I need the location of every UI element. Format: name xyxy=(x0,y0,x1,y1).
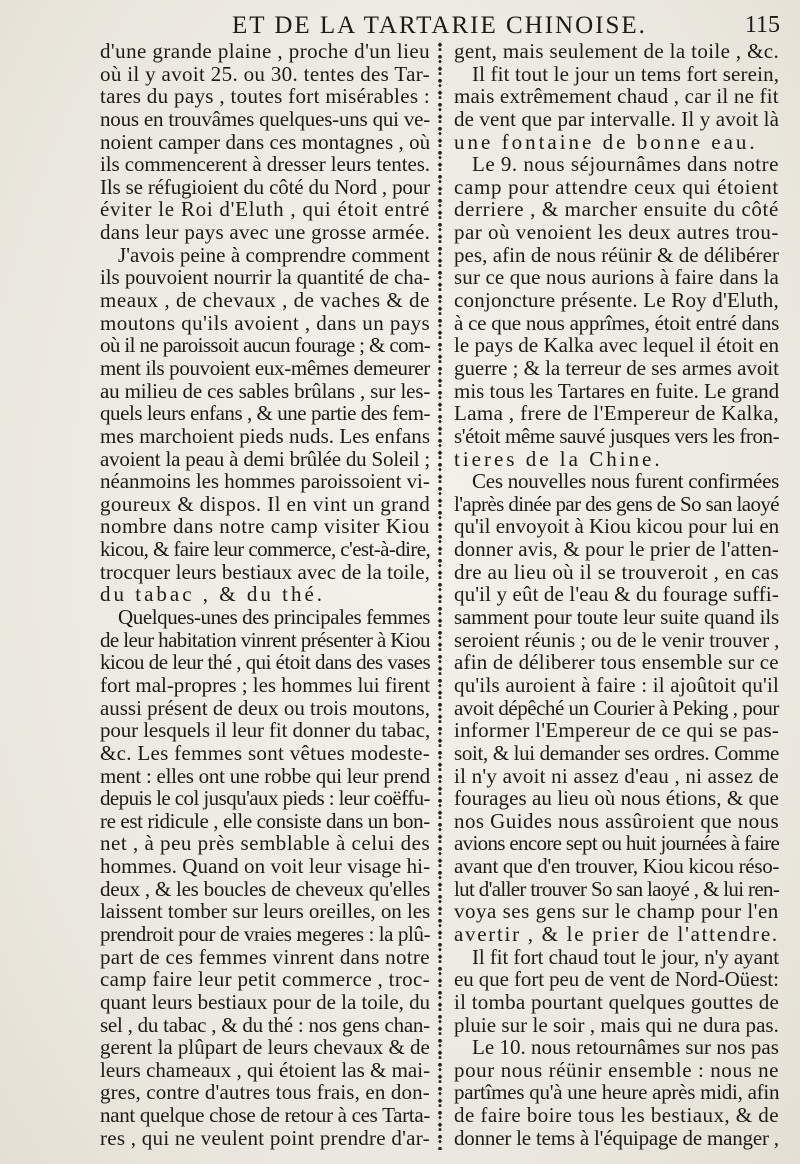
text-line: meaux , de chevaux , de vaches & de xyxy=(100,288,430,313)
text-line: kicou de leur thé , qui étoit dans des vases xyxy=(100,650,431,675)
text-line: laissent tomber sur leurs oreilles, on les xyxy=(100,899,431,924)
text-line: où il ne paroissoit aucun fourage ; & com- xyxy=(100,333,431,358)
text-line: derriere , & marcher ensuite du côté xyxy=(454,197,779,222)
text-line: Il fit tout le jour un tems fort serein, xyxy=(472,61,780,86)
text-line: camp faire leur petit commerce , troc- xyxy=(100,967,430,992)
text-line: conjoncture présente. Le Roy d'Eluth, xyxy=(454,288,779,313)
text-line: du tabac , & du thé. xyxy=(100,582,326,607)
text-line: de leur habitation vinrent présenter à Kiou xyxy=(100,627,430,652)
text-line: qu'il envoyoit à Kiou kicou pour lui en xyxy=(454,514,780,539)
right-text-column xyxy=(454,40,779,1149)
text-line: guerre ; & la terreur de ses armes avoit xyxy=(454,355,779,380)
text-line: prendroit pour de vraies megeres : la plû- xyxy=(100,921,431,946)
text-line: où il y avoit 25. ou 30. tentes des Tar- xyxy=(100,61,430,86)
text-line: lut d'aller trouver So san laoyé , & lui ren- xyxy=(454,876,780,901)
text-line: le pays de Kalka avec lequel il étoit en xyxy=(454,333,779,358)
text-line: avoient la peau à demi brûlée du Soleil ; xyxy=(100,446,431,471)
paragraph xyxy=(100,40,430,244)
text-line: res , qui ne veulent point prendre d'ar- xyxy=(100,1125,430,1150)
text-line: mais extrêmement chaud , car il ne fit xyxy=(454,84,779,109)
text-line: avoit dépêché un Courier à Peking , pour xyxy=(454,695,779,720)
paragraph xyxy=(454,946,779,1037)
text-line: à ce que nous apprîmes, étoit entré dans xyxy=(454,310,780,335)
paragraph xyxy=(454,153,779,470)
text-line: nombre dans notre camp visiter Kiou xyxy=(100,514,430,539)
text-line: mis tous les Tartares en fuite. Le grand xyxy=(454,378,780,403)
paragraph xyxy=(454,63,779,154)
text-line: trocquer leurs bestiaux avec de la toile, xyxy=(100,559,430,584)
paragraph xyxy=(454,40,779,63)
text-line: donner avis, & pour le prier de l'atten- xyxy=(454,537,780,562)
text-line: qu'ils auroient à faire : il ajoûtoit qu'il xyxy=(454,672,780,697)
page-number: 115 xyxy=(744,12,780,38)
paragraph xyxy=(100,244,430,606)
text-line: dans leur pays avec une grosse armée. xyxy=(100,220,431,245)
page-header xyxy=(0,4,800,40)
text-line: de vent que par intervalle. Il y avoit là xyxy=(454,106,780,131)
text-line: au milieu de ces sables brûlans , sur les- xyxy=(100,378,431,403)
text-line: dre au lieu où il se trouveroit , en cas xyxy=(454,559,780,584)
text-line: net , à peu près semblable à celui des xyxy=(100,831,431,856)
text-line: pour lesquels il leur fit donner du tabac, xyxy=(100,718,431,743)
text-line: de faire boire tous les bestiaux, & de xyxy=(454,1103,780,1128)
text-line: samment pour toute leur suite quand ils xyxy=(454,605,780,630)
text-line: ment : elles ont une robbe qui leur prend xyxy=(100,763,430,788)
text-line: avant que d'en trouver, Kiou kicou réso- xyxy=(454,854,780,879)
text-line: quels leurs enfans , & une partie des fem- xyxy=(100,401,430,426)
text-line: Le 9. nous séjournâmes dans notre xyxy=(472,152,779,177)
text-line: nos Guides nous assûroient que nous xyxy=(454,808,780,833)
paragraph xyxy=(100,606,430,1149)
text-line: il tomba pourtant quelques gouttes de xyxy=(454,989,780,1014)
text-line: il n'y avoit ni assez d'eau , ni assez de xyxy=(454,763,779,788)
paragraph xyxy=(454,1036,779,1149)
text-line: informer l'Empereur de ce qui se pas- xyxy=(454,718,780,743)
text-line: Quelques-unes des principales femmes xyxy=(118,605,431,630)
text-line: Ces nouvelles nous furent confirmées xyxy=(472,469,780,494)
text-line: ils pouvoient nourrir la quantité de cha- xyxy=(100,265,430,290)
text-line: nant quelque chose de retour à ces Tarta- xyxy=(100,1103,431,1128)
text-line: J'avois peine à comprendre comment xyxy=(118,242,430,267)
text-line: ment ils pouvoient eux-mêmes demeurer xyxy=(100,355,430,380)
text-line: quant leurs bestiaux pour de la toile, du xyxy=(100,989,431,1014)
text-line: part de ces femmes vinrent dans notre xyxy=(100,944,430,969)
text-line: sel , du tabac , & du thé : nos gens chan- xyxy=(100,1012,430,1037)
text-line: fourages au lieu où nous étions, & que xyxy=(454,786,780,811)
text-line: goureux & dispos. Il en vint un grand xyxy=(100,491,431,516)
text-line: noient camper dans ces montagnes , où xyxy=(100,129,431,154)
text-line: depuis le col jusqu'aux pieds : leur coëffu- xyxy=(100,786,430,811)
text-line: pour nous réünir ensemble : nous ne xyxy=(454,1057,780,1082)
text-line: &c. Les femmes sont vêtues modeste- xyxy=(100,740,431,765)
text-line: eu que fort peu de vent de Nord-Oüest: xyxy=(454,967,779,992)
text-line: qu'il y eût de l'eau & du fourage suffi- xyxy=(454,582,779,607)
text-line: éviter le Roi d'Eluth , qui étoit entré xyxy=(100,197,431,222)
text-line: s'étoit même sauvé jusques vers les fron- xyxy=(454,423,780,448)
text-line: mes marchoient pieds nuds. Les enfans xyxy=(100,423,431,448)
text-line: aussi présent de deux ou trois moutons, xyxy=(100,695,430,720)
text-line: par où venoient les deux autres trou- xyxy=(454,220,779,245)
text-line: seroient réunis ; ou de le venir trouver , xyxy=(454,627,780,652)
text-line: tieres de la Chine. xyxy=(454,446,663,471)
column-divider-ornament xyxy=(433,40,447,1150)
text-line: avertir , & le prier de l'attendre. xyxy=(454,921,779,946)
text-line: voya ses gens sur le champ pour l'en xyxy=(454,899,779,924)
text-line: gres, contre d'autres tous frais, en don- xyxy=(100,1080,430,1105)
text-line: Il fit fort chaud tout le jour, n'y ayant xyxy=(472,944,779,969)
text-line: pluie sur le soir , mais qui ne dura pas. xyxy=(454,1012,779,1037)
text-line: afin de déliberer tous ensemble sur ce xyxy=(454,650,779,675)
text-line: kicou, & faire leur commerce, c'est-à-dire, xyxy=(100,537,431,562)
text-line: fort mal-propres ; les hommes lui firent xyxy=(100,672,431,697)
text-line: l'après dinée par des gens de So san laoyé xyxy=(454,491,779,516)
running-title: ET DE LA TARTARIE CHINOISE. xyxy=(232,12,647,39)
text-line: hommes. Quand on voit leur visage hi- xyxy=(100,854,431,879)
text-line: avions encore sept ou huit journées à faire xyxy=(454,831,780,856)
text-line: sur ce que nous aurions à faire dans la xyxy=(454,265,780,290)
text-line: nous en trouvâmes quelques-uns qui ve- xyxy=(100,106,431,131)
text-line: Le 10. nous retournâmes sur nos pas xyxy=(472,1035,779,1060)
text-line: ils commencerent à dresser leurs tentes. xyxy=(100,152,430,177)
text-line: Lama , frere de l'Empereur de Kalka, xyxy=(454,401,779,426)
text-line: une fontaine de bonne eau. xyxy=(454,129,758,154)
text-line: re est ridicule , elle consiste dans un bon- xyxy=(100,808,430,833)
paragraph xyxy=(454,470,779,945)
text-line: donner le tems à l'équipage de manger , xyxy=(454,1125,779,1150)
text-line: néanmoins les hommes paroissoient vi- xyxy=(100,469,430,494)
text-line: moutons qu'ils avoient , dans un pays xyxy=(100,310,431,335)
text-line: soit, & lui demander ses ordres. Comme xyxy=(454,740,779,765)
text-line: Ils se réfugioient du côté du Nord , pour xyxy=(100,174,430,199)
text-line: gerent la plûpart de leurs chevaux & de xyxy=(100,1035,430,1060)
text-line: tares du pays , toutes fort misérables : xyxy=(100,84,431,109)
text-line: partîmes qu'à une heure après midi, afin xyxy=(454,1080,780,1105)
text-line: pes, afin de nous réünir & de délibérer xyxy=(454,242,779,267)
text-line: camp pour attendre ceux qui étoient xyxy=(454,174,779,199)
text-line: deux , & les boucles de cheveux qu'elles xyxy=(100,876,431,901)
text-line: d'une grande plaine , proche d'un lieu xyxy=(100,39,431,63)
text-line: leurs chameaux , qui étoient las & mai- xyxy=(100,1057,431,1082)
left-text-column xyxy=(100,40,430,1149)
text-line: gent, mais seulement de la toile , &c. xyxy=(454,39,780,63)
